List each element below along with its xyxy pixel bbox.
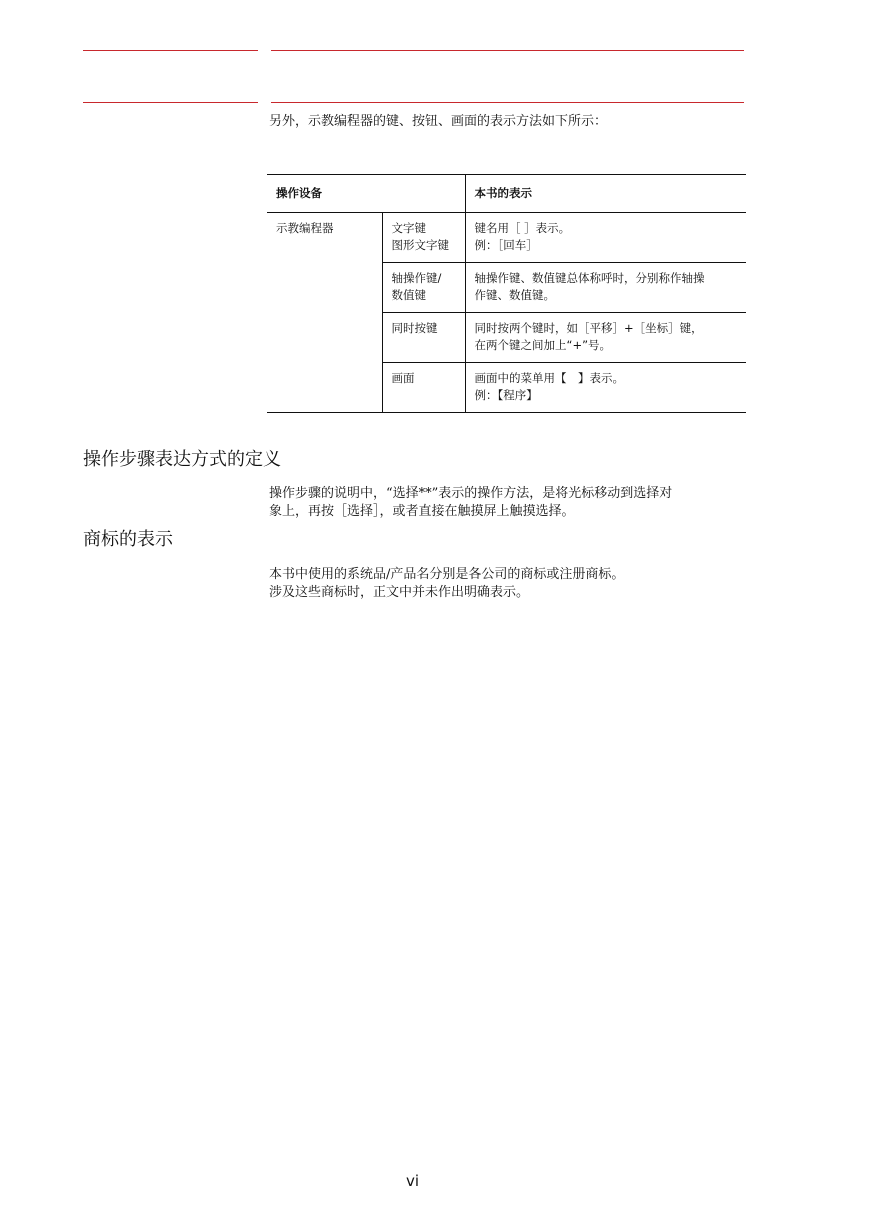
notation-line: 键名用［ ］表示。 [474, 221, 571, 235]
page-number: vi [406, 1172, 420, 1190]
intro-text: 另外，示教编程器的键、按钮、画面的表示方法如下所示： [269, 114, 608, 129]
notation-line: 轴操作键、数值键总体称呼时，分别称作轴操 [474, 271, 705, 285]
section-body-trademark [269, 566, 624, 601]
notation-line: 例：【程序】 [474, 388, 538, 402]
notation-line: 作键、数值键。 [474, 288, 555, 302]
section-body-operation-steps [269, 485, 672, 520]
notation-cell [465, 263, 746, 313]
header-device: 操作设备 [267, 175, 465, 213]
key-type-line: 数值键 [391, 288, 426, 302]
notation-cell [465, 313, 746, 363]
key-notation-table [267, 174, 746, 413]
table-header-row [267, 175, 746, 213]
section-heading-operation-steps: 操作步骤表达方式的定义 [83, 449, 281, 470]
key-type-cell [382, 263, 465, 313]
notation-line: 在两个键之间加上“+”号。 [474, 338, 612, 352]
body-line: 象上，再按［选择］，或者直接在触摸屏上触摸选择。 [269, 503, 575, 519]
body-line: 涉及这些商标时，正文中并未作出明确表示。 [269, 584, 530, 600]
body-line: 操作步骤的说明中，“选择**”表示的操作方法，是将光标移动到选择对 [269, 486, 673, 501]
device-cell: 示教编程器 [267, 213, 382, 413]
notation-line: 同时按两个键时，如［平移］+［坐标］键， [474, 321, 703, 335]
header-rule-top-right [271, 50, 744, 51]
key-type-line: 图形文字键 [391, 238, 449, 252]
notation-cell [465, 213, 746, 263]
notation-line: 画面中的菜单用【 】表示。 [474, 371, 624, 385]
key-type-cell [382, 313, 465, 363]
key-type-line: 画面 [391, 371, 415, 385]
notation-line: 例：［回车］ [474, 238, 538, 252]
header-rule-top-left [83, 50, 258, 51]
header-rule-bottom-right [271, 102, 744, 103]
notation-cell [465, 363, 746, 413]
header-rule-bottom-left [83, 102, 258, 103]
key-type-cell [382, 213, 465, 263]
table-row [267, 213, 746, 263]
key-type-line: 轴操作键/ [391, 271, 442, 285]
key-type-line: 同时按键 [391, 321, 438, 335]
key-type-cell [382, 363, 465, 413]
key-type-line: 文字键 [391, 221, 426, 235]
header-notation: 本书的表示 [465, 175, 746, 213]
section-heading-trademark: 商标的表示 [83, 529, 173, 550]
body-line: 本书中使用的系统品/产品名分别是各公司的商标或注册商标。 [269, 567, 625, 582]
